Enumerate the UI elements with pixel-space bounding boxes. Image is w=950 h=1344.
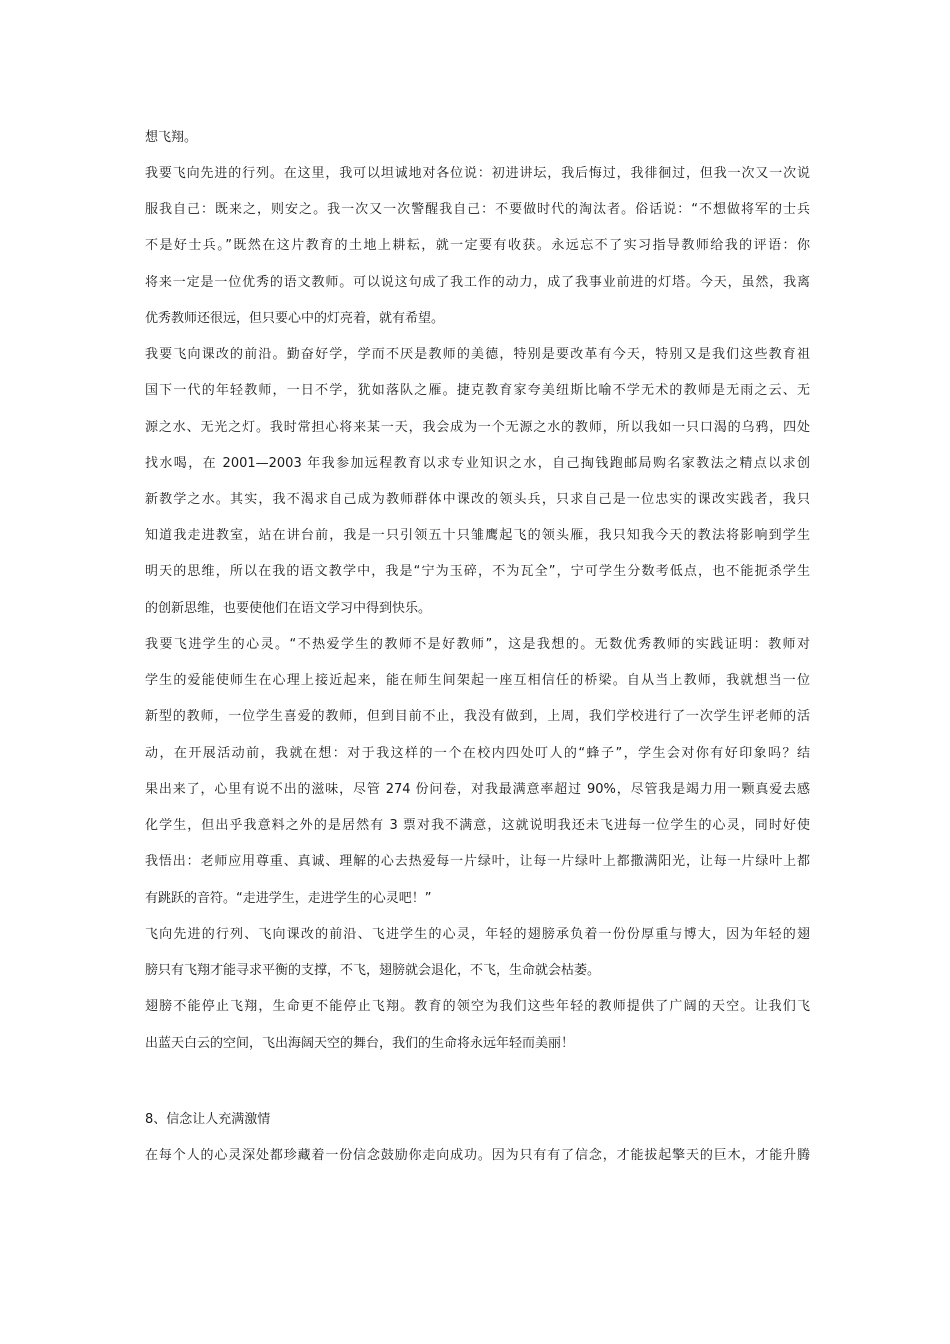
text-line: 新教学之水。其实，我不渴求自己成为教师群体中课改的领头兵，只求自己是一位忠实的课改实践者，我只	[145, 492, 810, 507]
text-line: 我要飞进学生的心灵。“不热爱学生的教师不是好教师”，这是我想的。无数优秀教师的实践证明：教师对	[145, 637, 810, 652]
text-line: 找水喝，在 2001—2003 年我参加远程教育以求专业知识之水，自己掏钱跑邮局购名家教法之精点以求创	[145, 456, 810, 471]
text-line: 化学生，但出乎我意料之外的是居然有 3 票对我不满意，这就说明我还未飞进每一位学生的心灵，同时好使	[145, 818, 810, 833]
text-line: 国下一代的年轻教师，一日不学，犹如落队之雁。捷克教育家夸美纽斯比喻不学无术的教师是无雨之云、无	[145, 383, 810, 398]
text-line: 我悟出：老师应用尊重、真诚、理解的心去热爱每一片绿叶，让每一片绿叶上都撒满阳光，让每一片绿叶上都	[145, 854, 810, 869]
text-line: 将来一定是一位优秀的语文教师。可以说这句成了我工作的动力，成了我事业前进的灯塔。今天，虽然，我离	[145, 275, 810, 290]
text-line: 有跳跃的音符。“走进学生，走进学生的心灵吧！”	[145, 891, 432, 906]
section-heading: 8、信念让人充满激情	[145, 1112, 271, 1127]
text-line: 优秀教师还很远，但只要心中的灯亮着，就有希望。	[145, 311, 445, 326]
text-line: 明天的思维，所以在我的语文教学中，我是“宁为玉碎，不为瓦全”，宁可学生分数考低点，也不能扼杀学生	[145, 564, 810, 579]
text-line: 我要飞向课改的前沿。勤奋好学，学而不厌是教师的美德，特别是要改革有今天，特别又是我们这些教育祖	[145, 347, 810, 362]
text-line: 新型的教师，一位学生喜爱的教师，但到目前不止，我没有做到，上周，我们学校进行了一次学生评老师的活	[145, 709, 810, 724]
text-line: 果出来了，心里有说不出的滋味，尽管 274 份问卷，对我最满意率超过 90%，尽管我是竭力用一颗真爱去感	[145, 782, 810, 797]
text-line: 飞向先进的行列、飞向课改的前沿、飞进学生的心灵，年轻的翅膀承负着一份份厚重与博大，因为年轻的翅	[145, 927, 810, 942]
text-line: 学生的爱能使师生在心理上接近起来，能在师生间架起一座互相信任的桥梁。自从当上教师，我就想当一位	[145, 673, 810, 688]
text-line: 源之水、无光之灯。我时常担心将来某一天，我会成为一个无源之水的教师，所以我如一只口渴的乌鸦，四处	[145, 420, 810, 435]
text-line: 想飞翔。	[145, 130, 198, 145]
text-line: 不是好士兵。”既然在这片教育的土地上耕耘，就一定要有收获。永远忘不了实习指导教师给我的评语：你	[145, 238, 810, 253]
text-line: 在每个人的心灵深处都珍藏着一份信念鼓励你走向成功。因为只有有了信念，才能拔起擎天的巨木，才能升腾	[145, 1148, 810, 1163]
text-line: 服我自己：既来之，则安之。我一次又一次警醒我自己：不要做时代的淘汰者。俗话说：“不想做将军的士兵	[145, 202, 810, 217]
text-line: 出蓝天白云的空间，飞出海阔天空的舞台，我们的生命将永远年轻而美丽！	[145, 1036, 575, 1051]
text-line: 动，在开展活动前，我就在想：对于我这样的一个在校内四处叮人的“蜂子”，学生会对你有好印象吗？结	[145, 746, 810, 761]
text-line: 的创新思维，也要使他们在语文学习中得到快乐。	[145, 601, 432, 616]
text-line: 膀只有飞翔才能寻求平衡的支撑，不飞，翅膀就会退化，不飞，生命就会枯萎。	[145, 963, 601, 978]
text-line: 我要飞向先进的行列。在这里，我可以坦诚地对各位说：初进讲坛，我后悔过，我徘徊过，但我一次又一次说	[145, 166, 810, 181]
text-line: 翅膀不能停止飞翔，生命更不能停止飞翔。教育的领空为我们这些年轻的教师提供了广阔的天空。让我们飞	[145, 999, 810, 1014]
text-line: 知道我走进教室，站在讲台前，我是一只引领五十只雏鹰起飞的领头雁，我只知我今天的教法将影响到学生	[145, 528, 810, 543]
